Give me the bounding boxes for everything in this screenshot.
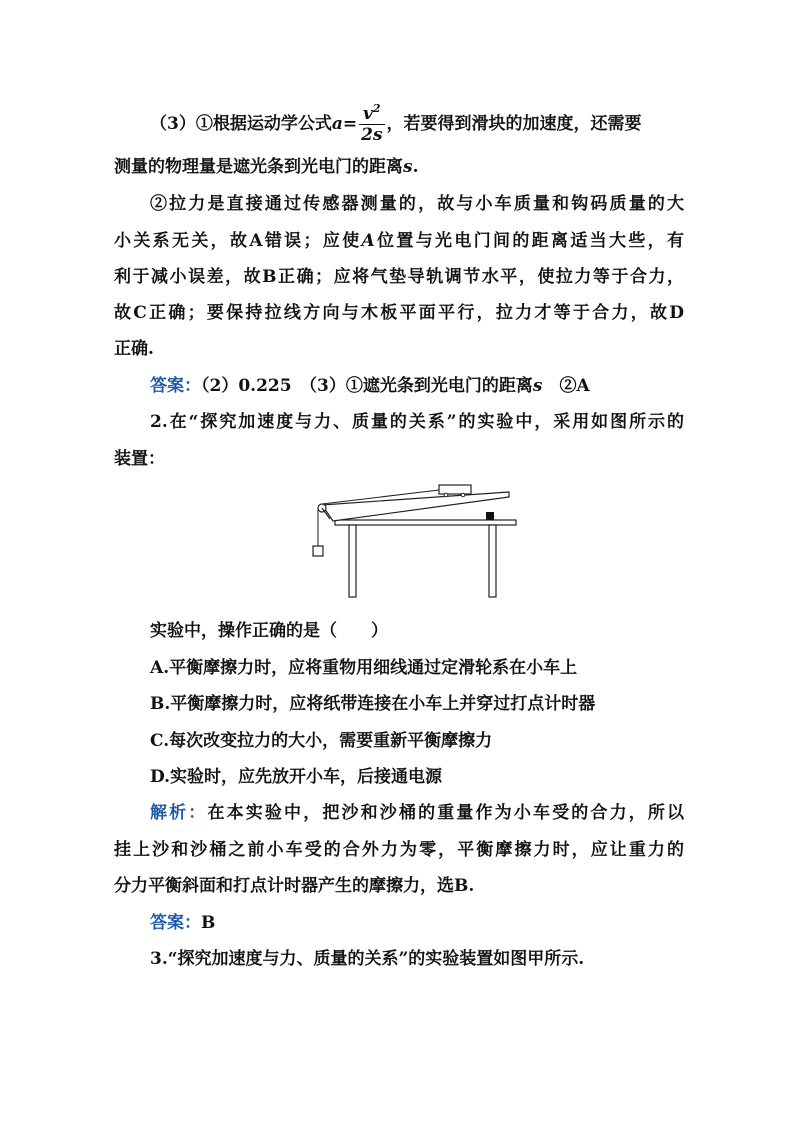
q2-option-b: B.平衡摩擦力时，应将纸带连接在小车上并穿过打点计时器 (150, 694, 596, 714)
cart-wheel-right (461, 493, 465, 497)
analysis-line3: 分力平衡斜面和打点计时器产生的摩擦力，选B. (114, 876, 475, 896)
q2-option-d: D.实验时，应先放开小车，后接通电源 (150, 767, 443, 787)
cart-wheel-left (444, 493, 448, 497)
p2-line5: 正确. (114, 339, 154, 359)
analysis-line1: 解析：在本实验中，把沙和沙桶的重量作为小车受的合力，所以 (150, 803, 685, 823)
formula-fraction: $\frac{v^2}{2s}$ (361, 102, 383, 145)
answer1: 答案：（2）0.225 （3）①遮光条到光电门的距离s ②A (150, 376, 590, 396)
q2-option-a: A.平衡摩擦力时，应将重物用细线通过定滑轮系在小车上 (150, 658, 578, 678)
hanging-weight (313, 546, 323, 556)
analysis-label: 解析： (150, 803, 208, 823)
table-leg-left (349, 525, 356, 597)
q3-line1: 3.“探究加速度与力、质量的关系”的实验装置如图甲所示. (150, 949, 585, 969)
q2-option-c: C.每次改变拉力的大小，需要重新平衡摩擦力 (150, 731, 493, 751)
cart (439, 485, 471, 494)
p2-line2: 小关系无关，故A错误；应使A位置与光电门间的距离适当大些，有 (114, 231, 684, 251)
table-top (335, 520, 516, 525)
apparatus-diagram (300, 478, 525, 600)
q2-stem: 实验中，操作正确的是（ ） (150, 621, 388, 641)
answer2: 答案：B (150, 913, 216, 933)
p1-line1: （3）①根据运动学公式a= $\frac{v^2}{2s}$ ，若要得到滑块的加速度，还需要 (150, 102, 642, 145)
p1-line2: 测量的物理量是遮光条到光电门的距离s. (114, 157, 419, 177)
analysis-line2: 挂上沙和沙桶之前小车受的合外力为零，平衡摩擦力时，应让重力的 (114, 840, 684, 860)
p2-line4: 故C正确；要保持拉线方向与木板平面平行，拉力才等于合力，故D (114, 303, 684, 323)
answer-label: 答案： (150, 913, 201, 933)
q2-line1: 2.在“探究加速度与力、质量的关系”的实验中，采用如图所示的 (150, 412, 684, 432)
answer-label: 答案： (150, 376, 201, 396)
inclined-board (322, 492, 509, 521)
p2-line1: ②拉力是直接通过传感器测量的，故与小车质量和钩码质量的大 (150, 194, 684, 214)
table-leg-right (489, 525, 496, 597)
support-block (486, 512, 494, 520)
q2-line2: 装置： (114, 449, 165, 469)
p2-line3: 利于减小误差，故B正确；应将气垫导轨调节水平，使拉力等于合力， (114, 267, 684, 287)
